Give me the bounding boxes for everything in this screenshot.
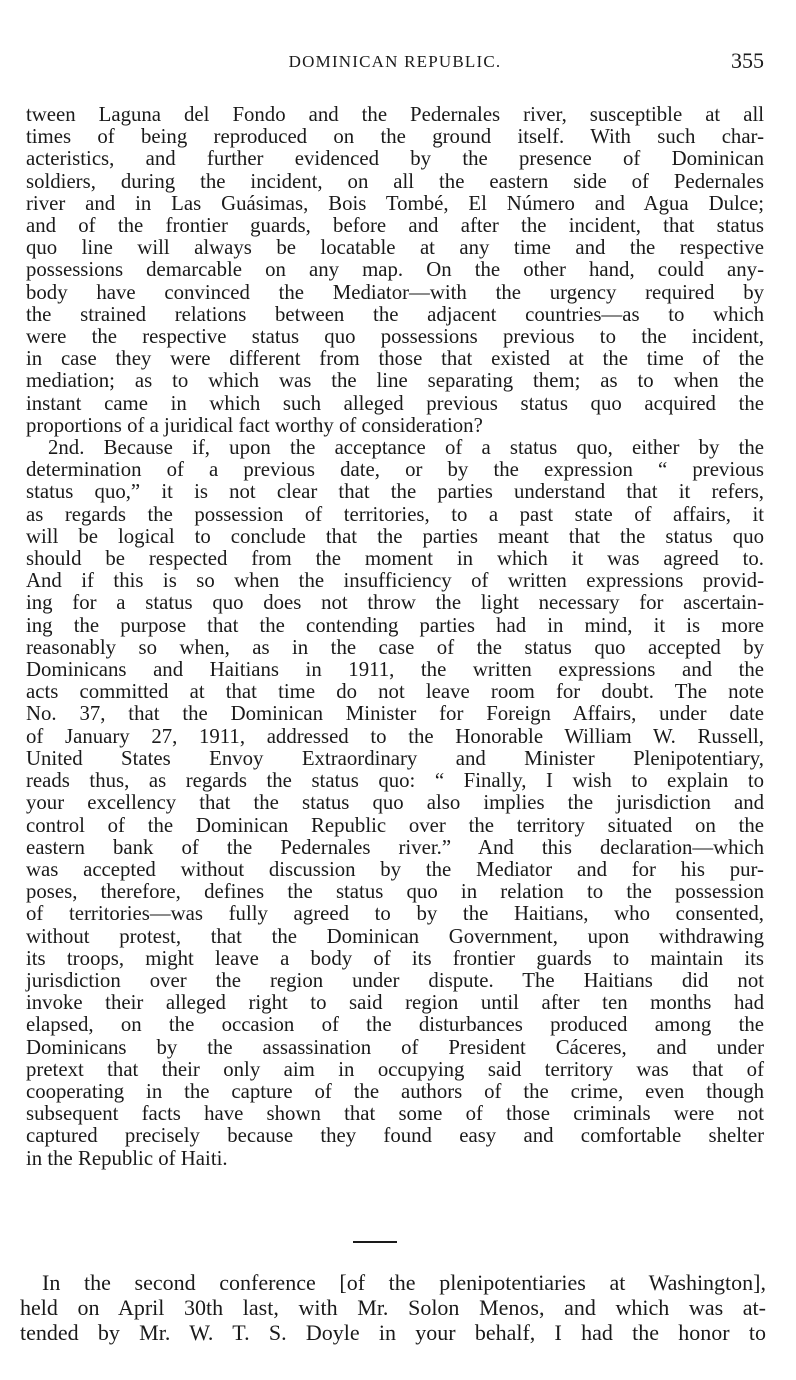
body-text	[26, 104, 764, 1170]
text-line: of January 27, 1911, addressed to the Honorable William W. Russell,	[26, 724, 764, 748]
text-line: eastern bank of the Pedernales river.” And this declaration—which	[26, 835, 764, 859]
text-line: were the respective status quo possessions previous to the incident,	[26, 325, 764, 349]
section-divider	[353, 1241, 397, 1243]
paragraph-2	[26, 437, 764, 1170]
text-line: quo line will always be locatable at any time and the respective	[26, 236, 764, 260]
paragraph-3	[20, 1270, 766, 1345]
page-header	[26, 48, 764, 80]
text-line: in case they were different from those that existed at the time of the	[26, 347, 764, 371]
running-head: DOMINICAN REPUBLIC.	[288, 52, 502, 71]
text-line: soldiers, during the incident, on all the eastern side of Pedernales	[26, 169, 764, 193]
text-line: reads thus, as regards the status quo: “ Finally, I wish to explain to	[26, 769, 764, 793]
text-line: pretext that their only aim in occupying said territory was that of	[26, 1057, 764, 1081]
text-line: No. 37, that the Dominican Minister for Foreign Affairs, under date	[26, 702, 764, 726]
text-line: instant came in which such alleged previous status quo acquired the	[26, 391, 764, 415]
text-line: Dominicans and Haitians in 1911, the written expressions and the	[26, 658, 764, 682]
text-line: times of being reproduced on the ground itself. With such char-	[26, 125, 764, 149]
text-line: cooperating in the capture of the authors of the crime, even though	[26, 1079, 764, 1103]
text-line: your excellency that the status quo also implies the jurisdiction and	[26, 791, 764, 815]
text-line: will be logical to conclude that the parties meant that the status quo	[26, 524, 764, 548]
text-line: should be respected from the moment in which it was agreed to.	[26, 547, 764, 571]
text-line: invoke their alleged right to said region until after ten months had	[26, 991, 764, 1015]
text-line: tended by Mr. W. T. S. Doyle in your behalf, I had the honor to	[20, 1320, 766, 1345]
text-line: as regards the possession of territories, to a past state of affairs, it	[26, 502, 764, 526]
text-line: without protest, that the Dominican Government, upon withdrawing	[26, 924, 764, 948]
text-line: Dominicans by the assassination of President Cáceres, and under	[26, 1035, 764, 1059]
text-line: proportions of a juridical fact worthy of consideration?	[26, 413, 483, 437]
text-line: poses, therefore, defines the status quo in relation to the possession	[26, 880, 764, 904]
text-line: captured precisely because they found easy and comfortable shelter	[26, 1124, 764, 1148]
text-line: control of the Dominican Republic over the territory situated on the	[26, 813, 764, 837]
text-line: elapsed, on the occasion of the disturbances produced among the	[26, 1013, 764, 1037]
text-line: held on April 30th last, with Mr. Solon Menos, and which was at-	[20, 1295, 766, 1320]
text-line: ing the purpose that the contending parties had in mind, it is more	[26, 613, 764, 637]
text-line: reasonably so when, as in the case of the status quo accepted by	[26, 635, 764, 659]
paragraph-1	[26, 104, 764, 437]
page-number: 355	[731, 48, 764, 73]
text-line: acts committed at that time do not leave room for doubt. The note	[26, 680, 764, 704]
text-line: of territories—was fully agreed to by the Haitians, who consented,	[26, 902, 764, 926]
text-line: status quo,” it is not clear that the parties understand that it refers,	[26, 480, 764, 504]
text-line: 2nd. Because if, upon the acceptance of a status quo, either by the	[48, 436, 764, 460]
text-line: mediation; as to which was the line separating them; as to when the	[26, 369, 764, 393]
text-line: And if this is so when the insufficiency of written expressions provid-	[26, 569, 764, 593]
text-line: body have convinced the Mediator—with the urgency required by	[26, 280, 764, 304]
text-line: was accepted without discussion by the Mediator and for his pur-	[26, 857, 764, 881]
text-line: its troops, might leave a body of its frontier guards to maintain its	[26, 946, 764, 970]
text-line: the strained relations between the adjacent countries—as to which	[26, 302, 764, 326]
text-line: subsequent facts have shown that some of those criminals were not	[26, 1102, 764, 1126]
text-line: In the second conference [of the plenipotentiaries at Washington],	[42, 1270, 766, 1295]
text-line: tween Laguna del Fondo and the Pedernales river, susceptible at all	[26, 103, 764, 126]
text-line: possessions demarcable on any map. On the other hand, could any-	[26, 258, 764, 282]
text-line: in the Republic of Haiti.	[26, 1146, 228, 1170]
text-line: acteristics, and further evidenced by the presence of Dominican	[26, 147, 764, 171]
text-line: jurisdiction over the region under dispute. The Haitians did not	[26, 968, 764, 992]
text-line: ing for a status quo does not throw the light necessary for ascertain-	[26, 591, 764, 615]
text-line: river and in Las Guásimas, Bois Tombé, El Número and Agua Dulce;	[26, 191, 764, 215]
text-line: United States Envoy Extraordinary and Minister Plenipotentiary,	[26, 746, 764, 770]
text-line: and of the frontier guards, before and after the incident, that status	[26, 214, 764, 238]
text-line: determination of a previous date, or by the expression “ previous	[26, 458, 764, 482]
